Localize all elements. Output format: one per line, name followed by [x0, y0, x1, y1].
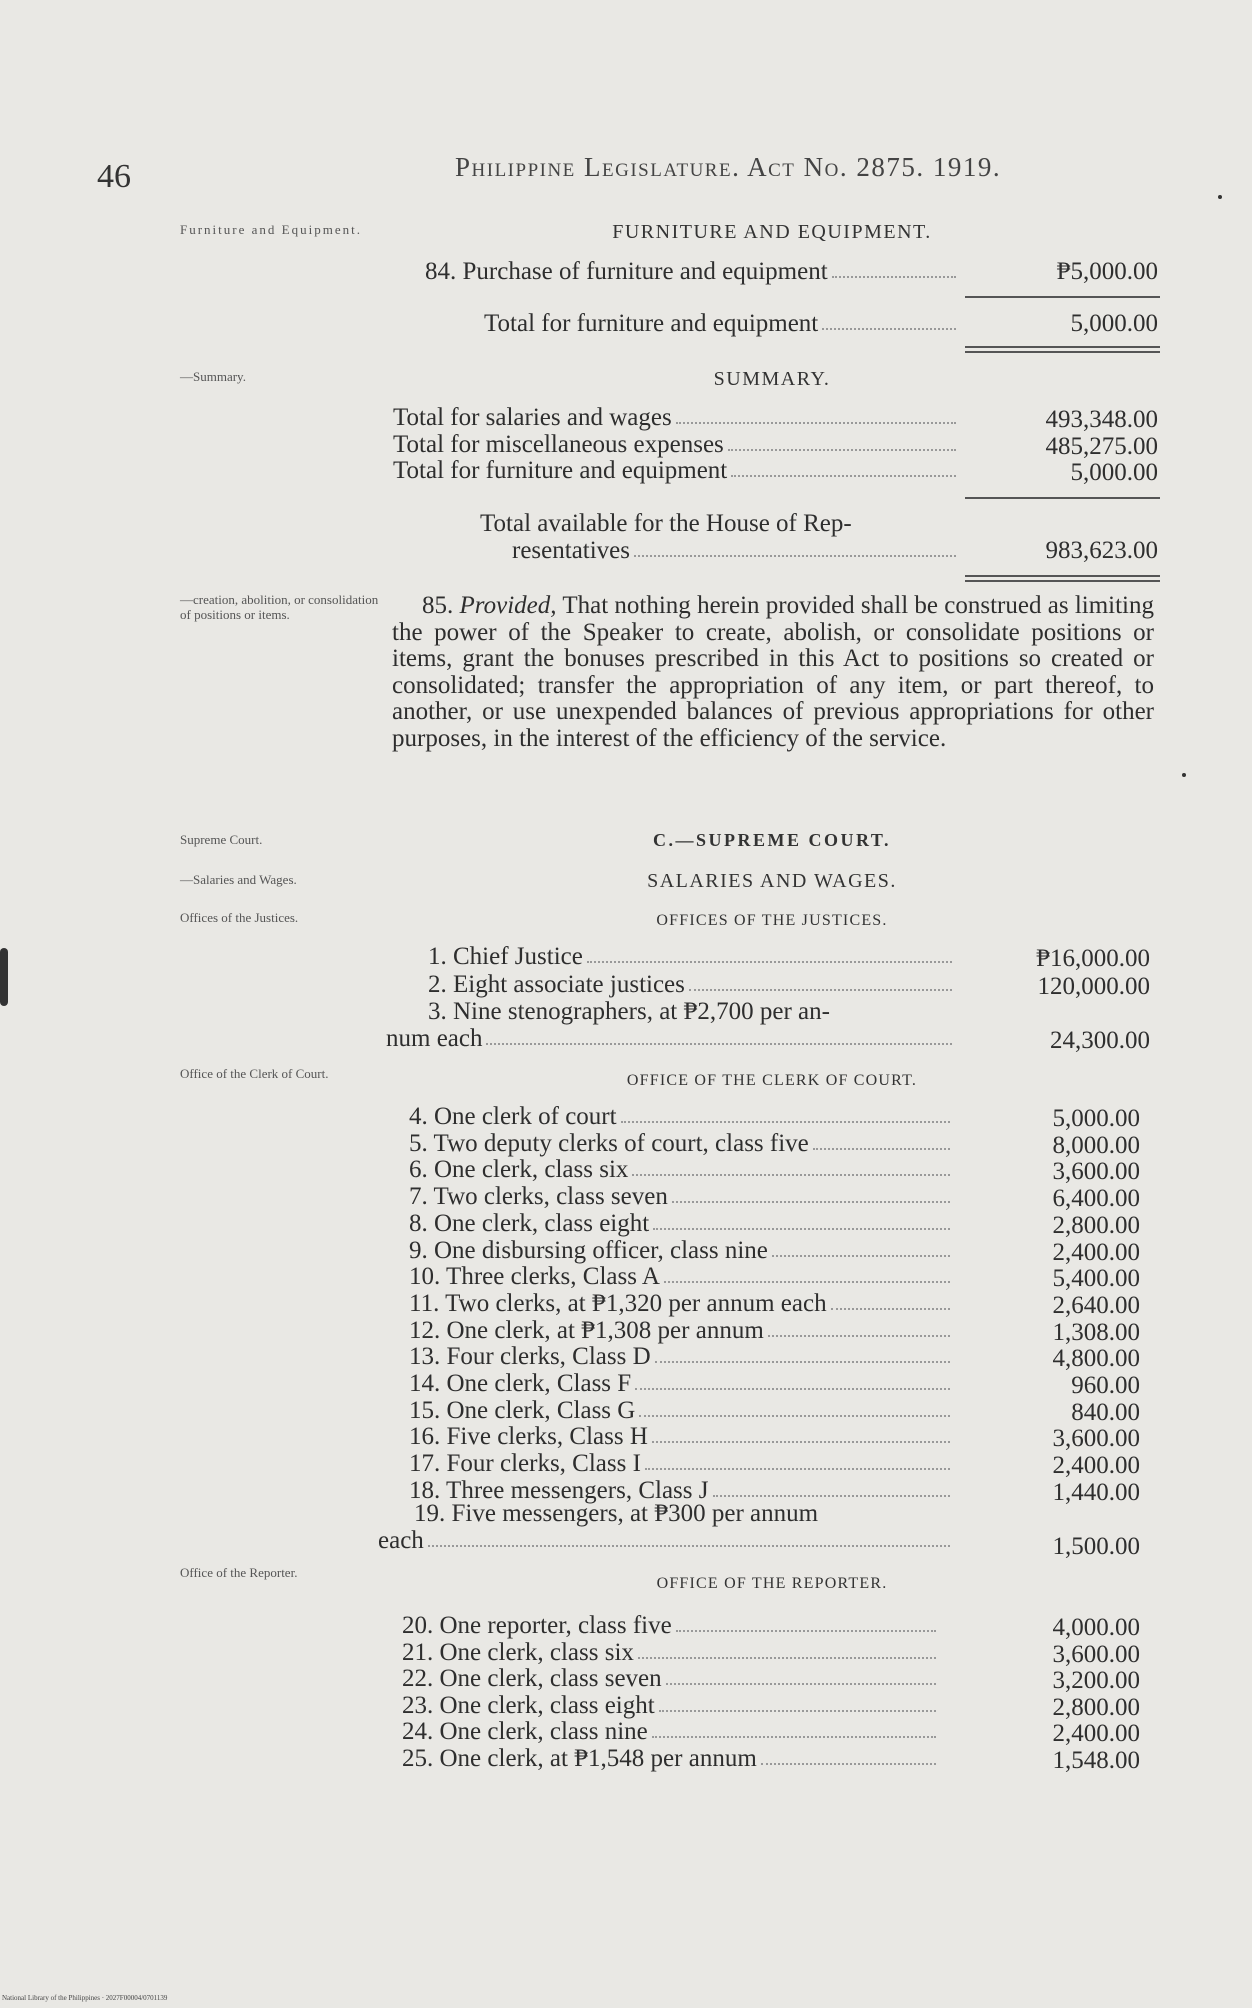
clerk-row [409, 1237, 954, 1264]
grand-total-line2: resentatives [512, 537, 960, 564]
clerk-row [409, 1156, 954, 1183]
clerk-amount: 6,400.00 [1052, 1185, 1140, 1213]
reporter-amount: 3,600.00 [1052, 1640, 1140, 1668]
margin-note-justices: Offices of the Justices. [180, 910, 299, 925]
clerk-amount: 2,800.00 [1052, 1211, 1140, 1239]
amount-84: ₱5,000.00 [1056, 258, 1158, 285]
subtotal-rule [965, 296, 1160, 298]
clerk-amount: 1,440.00 [1052, 1478, 1140, 1506]
clerk-row [409, 1370, 954, 1397]
reporter-text: 25. One clerk, at ₱1,548 per annum [402, 1744, 757, 1772]
reporter-text: 24. One clerk, class nine [402, 1718, 648, 1745]
summary-rule [965, 497, 1160, 499]
clerk-text: 13. Four clerks, Class D [409, 1343, 651, 1371]
clerk-amount: 2,400.00 [1052, 1238, 1140, 1266]
clerk-amount: 960.00 [1071, 1372, 1140, 1399]
clerk-amount: 3,600.00 [1052, 1425, 1140, 1453]
reporter-amount: 4,000.00 [1052, 1614, 1140, 1641]
item-19-line1: 19. Five messengers, at ₱300 per annum [414, 1500, 819, 1527]
clerk-text: 17. Four clerks, Class I [409, 1450, 641, 1478]
heading-clerk: OFFICE OF THE CLERK OF COURT. [626, 1072, 918, 1089]
item-3-line1: 3. Nine stenographers, at ₱2,700 per an- [428, 998, 830, 1025]
clerk-amount: 5,000.00 [1052, 1105, 1140, 1132]
clerk-row [409, 1183, 954, 1210]
scan-speck [1182, 773, 1186, 777]
reporter-row [402, 1718, 940, 1745]
clerk-text: 15. One clerk, Class G [409, 1396, 636, 1424]
double-rule-2b [965, 580, 1160, 582]
reporter-text: 21. One clerk, class six [402, 1638, 634, 1666]
reporter-row [402, 1692, 940, 1719]
reporter-text: 23. One clerk, class eight [402, 1691, 655, 1719]
margin-note-salaries: —Salaries and Wages. [180, 872, 297, 887]
summary-row [393, 404, 960, 431]
double-rule-1a [965, 346, 1160, 348]
heading-reporter: OFFICE OF THE REPORTER. [656, 1575, 888, 1592]
grand-total-line1: Total available for the House of Rep- [480, 510, 852, 537]
justice-text: 1. Chief Justice [428, 943, 583, 970]
summary-text: Total for furniture and equipment [393, 457, 728, 484]
running-title: Philippine Legislature. Act No. 2875. 1919. [455, 152, 1002, 182]
clerk-text: 11. Two clerks, at ₱1,320 per annum each [409, 1289, 827, 1317]
clerk-amount: 4,800.00 [1052, 1345, 1140, 1373]
margin-note-summary: —Summary. [180, 369, 246, 384]
clerk-text: 5. Two deputy clerks of court, class five [409, 1129, 809, 1157]
reporter-amount: 2,400.00 [1052, 1720, 1140, 1747]
total-furniture-amount: 5,000.00 [1070, 310, 1158, 337]
reporter-amount: 2,800.00 [1052, 1693, 1140, 1721]
scan-credit: National Library of the Philippines · 2027F00004/0701139 [2, 1994, 168, 2002]
reporter-row [402, 1612, 940, 1639]
reporter-amount: 3,200.00 [1052, 1667, 1140, 1694]
clerk-text: 8. One clerk, class eight [409, 1209, 650, 1237]
binding-mark [0, 948, 8, 1006]
summary-amount: 493,348.00 [1045, 406, 1158, 433]
reporter-row [402, 1639, 940, 1666]
margin-note-clerk: Office of the Clerk of Court. [180, 1066, 329, 1081]
reporter-row [402, 1665, 940, 1692]
double-rule-2a [965, 575, 1160, 577]
clerk-text: 12. One clerk, at ₱1,308 per annum [409, 1316, 764, 1344]
clerk-row [409, 1317, 954, 1344]
heading-summary: SUMMARY. [713, 368, 831, 390]
clerk-row [409, 1103, 954, 1130]
clerk-amount: 5,400.00 [1052, 1265, 1140, 1293]
amount-19: 1,500.00 [1052, 1533, 1140, 1560]
heading-supreme-court: C.—SUPREME COURT. [652, 830, 892, 850]
reporter-text: 20. One reporter, class five [402, 1612, 672, 1639]
reporter-row [402, 1745, 940, 1772]
item-19-line2: each [378, 1527, 954, 1554]
clerk-row [409, 1210, 954, 1237]
summary-amount: 485,275.00 [1045, 432, 1158, 460]
clerk-text: 18. Three messengers, Class J [409, 1476, 709, 1504]
summary-amount: 5,000.00 [1070, 459, 1158, 486]
justice-row [428, 943, 956, 970]
reporter-text: 22. One clerk, class seven [402, 1665, 662, 1692]
double-rule-1b [965, 351, 1160, 353]
clerk-amount: 8,000.00 [1052, 1131, 1140, 1159]
clerk-amount: 2,400.00 [1052, 1452, 1140, 1480]
clerk-text: 16. Five clerks, Class H [409, 1423, 648, 1451]
clerk-amount: 840.00 [1071, 1398, 1140, 1426]
clerk-text: 10. Three clerks, Class A [409, 1263, 660, 1291]
page-number: 46 [97, 158, 131, 195]
clerk-amount: 2,640.00 [1052, 1291, 1140, 1319]
clerk-row [409, 1130, 954, 1157]
clerk-text: 6. One clerk, class six [409, 1156, 629, 1184]
clerk-text: 7. Two clerks, class seven [409, 1183, 668, 1211]
clerk-row [409, 1450, 954, 1477]
justice-amount: ₱16,000.00 [1036, 945, 1150, 972]
item-3-line2: num each [386, 1025, 956, 1052]
summary-row [393, 431, 960, 458]
summary-text: Total for salaries and wages [393, 404, 672, 431]
clerk-row [409, 1263, 954, 1290]
justice-text: 2. Eight associate justices [428, 970, 685, 998]
margin-note-proviso: —creation, abolition, or consolidation of positions or items. [180, 592, 379, 622]
clerk-amount: 3,600.00 [1052, 1158, 1140, 1186]
clerk-row [409, 1290, 954, 1317]
clerk-row [409, 1397, 954, 1424]
clerk-text: 4. One clerk of court [409, 1103, 617, 1130]
margin-note-supreme-court: Supreme Court. [180, 832, 263, 847]
grand-total-amount: 983,623.00 [1045, 537, 1158, 564]
reporter-amount: 1,548.00 [1052, 1746, 1140, 1774]
scan-speck [1218, 195, 1222, 199]
line-item-84: 84. Purchase of furniture and equipment [425, 258, 960, 285]
heading-furniture: FURNITURE AND EQUIPMENT. [612, 221, 932, 243]
heading-justices: OFFICES OF THE JUSTICES. [656, 912, 888, 929]
summary-text: Total for miscellaneous expenses [393, 430, 724, 458]
clerk-row [409, 1343, 954, 1370]
margin-note-reporter: Office of the Reporter. [180, 1565, 298, 1580]
proviso-paragraph: 85. Provided, That nothing herein provided shall be construed as limiting the power of the Speaker to create, abolish, or consolidate positions or items, grant the bonuses prescribed in this Act to positions so created or consolidated; transfer the appropriation of any item, or part thereof, to another, or use unexpended balances of previous appropriations for other purposes, in the interest of the efficiency of the service. [392, 592, 1155, 752]
total-furniture: Total for furniture and equipment [484, 310, 960, 337]
justice-row [428, 971, 956, 998]
clerk-row [409, 1423, 954, 1450]
clerk-amount: 1,308.00 [1052, 1318, 1140, 1346]
summary-row [393, 457, 960, 484]
amount-3: 24,300.00 [1050, 1027, 1150, 1054]
clerk-text: 14. One clerk, Class F [409, 1370, 632, 1397]
margin-note-furniture: Furniture and Equipment. [180, 222, 362, 237]
heading-salaries: SALARIES AND WAGES. [647, 870, 897, 892]
clerk-text: 9. One disbursing officer, class nine [409, 1236, 768, 1264]
justice-amount: 120,000.00 [1037, 972, 1150, 1000]
